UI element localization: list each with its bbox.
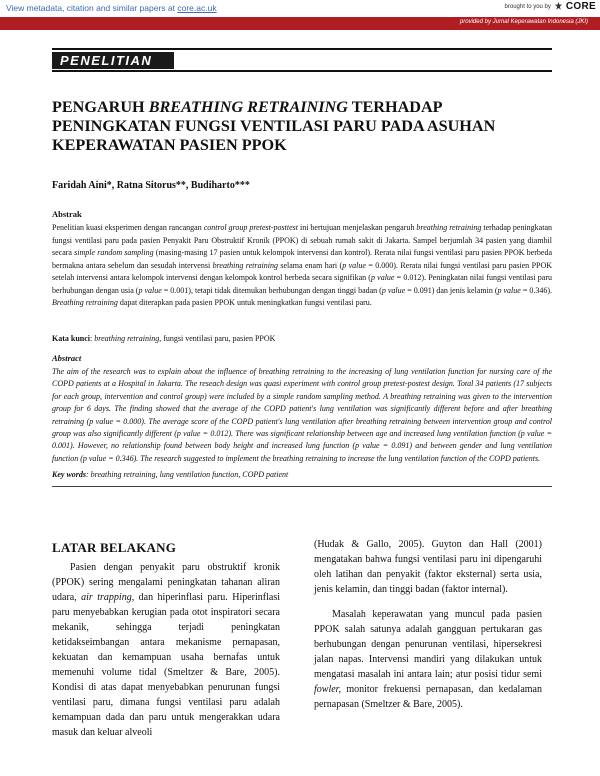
- body-seg: dan hiperinflasi paru. Hiperinflasi paru menyebabkan kerugian pada otot inspiratori secara mekanik, sehingga terjadi peningkatan ketidakseimbangan antara mekanisme pernapasan, kekuatan dan kemampuan usaha bernafas untuk memenuhi volume tidal (Smeltzer & Bare, 2005). Kondisi di atas dapat menyebabkan penurunan fungsi ventilasi paru, dimana fungsi ventilasi paru adalah kemampuan dada dan paru untuk mengerakkan udara masuk dan keluar alveoli: [52, 592, 280, 738]
- body-column-right: [314, 537, 542, 712]
- provider-bar: [0, 17, 600, 30]
- abstrak-seg-italic: p value: [342, 260, 366, 270]
- abstrak-seg-italic: Breathing retraining: [52, 298, 118, 307]
- abstrak-seg-italic: p value: [370, 273, 395, 282]
- body-seg-italic: air trapping,: [81, 592, 135, 603]
- abstrak-seg: = 0.346).: [520, 285, 553, 295]
- title-part-3: TERHADAP PENINGKATAN FUNGSI VENTILASI PARU PADA ASUHAN KEPERAWATAN PASIEN PPOK: [52, 98, 496, 154]
- section-label-bar: [52, 48, 552, 72]
- abstrak-seg-italic: p value: [497, 285, 521, 295]
- body-paragraph: [52, 560, 280, 740]
- abstrak-seg: selama enam hari (: [277, 260, 343, 270]
- abstrak-seg-italic: control group pretest-posttest: [203, 223, 298, 232]
- kata-kunci-rest: , fungsi ventilasi paru, pasien PPOK: [159, 334, 276, 343]
- kata-kunci-label: Kata kunci: [52, 334, 91, 343]
- divider: [52, 486, 552, 487]
- meta-link-text: View metadata, citation and similar papers at: [6, 3, 175, 13]
- body-column-left: [52, 540, 280, 740]
- abstrak-seg-italic: p value: [138, 285, 162, 295]
- keywords-en: [52, 470, 552, 479]
- body-paragraph: (Hudak & Gallo, 2005). Guyton dan Hall (2001) mengatakan bahwa fungsi ventilasi paru ini dipengaruhi oleh latihan dan penyakit (faktor eksternal) serta usia, jenis kelamin, dan tinggi badan (faktor internal).: [314, 539, 542, 595]
- abstrak-seg-italic: p value: [381, 285, 406, 295]
- body-paragraph: [314, 607, 542, 712]
- abstrak-seg: = 0.012). Peningkatan nilai fungsi ventilasi paru berhubungan dengan usia (: [52, 273, 552, 295]
- core-logo-icon: [553, 1, 564, 12]
- kata-kunci-italic: breathing retraining: [94, 334, 160, 343]
- section-label-block: [52, 52, 174, 69]
- article-title: [52, 98, 552, 155]
- abstrak-seg-italic: breathing retraining: [416, 223, 482, 232]
- brought-by-text: brought to you by: [504, 3, 551, 10]
- title-part-1: PENGARUH: [52, 98, 149, 116]
- body-seg: monitor frekuensi pernapasan, dan kedalaman pernapasan (Smeltzer & Bare, 2005).: [314, 684, 542, 710]
- abstract-en-heading: Abstract: [52, 353, 82, 363]
- provided-by-text: provided by Jurnal Keperawatan Indonesia (JKI): [459, 19, 588, 25]
- section-label-text: PENELITIAN: [60, 53, 153, 68]
- keywords-en-label: Key words: [52, 470, 86, 479]
- abstrak-seg: terhadap peningkatan fungsi ventilasi paru pada pasien Penyakit Paru Obstruktif Kronik (PPOK) di sebuah rumah sakit di Jakarta. Sampel berjumlah 34 pasien yang diambil secara: [52, 223, 553, 257]
- top-metadata-bar: [0, 0, 600, 17]
- abstrak-seg-italic: breathing retraining: [212, 260, 278, 270]
- section-heading: LATAR BELAKANG: [52, 540, 177, 555]
- kata-kunci-sep: :: [90, 334, 95, 343]
- abstrak-heading: Abstrak: [52, 209, 82, 219]
- body-seg-italic: fowler,: [314, 684, 341, 695]
- abstrak-seg-italic: simple random sampling: [74, 248, 154, 257]
- abstrak-seg: = 0.091) dan jenis kelamin (: [405, 285, 498, 295]
- abstrak-seg: = 0.001), tetapi tidak ditemukan berhubungan dengan tinggi badan (: [161, 285, 382, 295]
- core-badge[interactable]: [505, 1, 596, 12]
- keywords-en-text: : breathing retraining, lung ventilation function, COPD patient: [86, 470, 289, 479]
- title-italic-part: BREATHING RETRAINING: [148, 98, 348, 116]
- kata-kunci: [52, 334, 552, 343]
- abstrak-text: [52, 222, 552, 310]
- core-metadata-link[interactable]: [6, 3, 217, 13]
- abstrak-seg: ini bertujuan menjelaskan pengaruh: [297, 223, 417, 232]
- abstrak-seg: (masing-masing 17 pasien untuk kelompok intervensi dan kontrol). Rerata nilai fungsi ventilasi paru pasien PPOK berbeda bermakna antara sebelum dan sesudah intervensi: [52, 248, 552, 270]
- authors: Faridah Aini*, Ratna Sitorus**, Budiharto***: [52, 180, 250, 191]
- abstract-en-text: The aim of the research was to explain about the influence of breathing retraining to the increasing of lung ventilation function for nursing care of the COPD patients at a Hospital in Jakarta. The reseach design was quasi experiment with control group pretest-postest design. Total 34 patients (17 subjects for each group, intervention and control group) were included by a simple random sampling method. A breathing retraining was given to the intervention group for 6 days. The finding showed that the average of the COPD patient's lung ventilation was significantly different before and after breathing retraining (p value = 0.000). The average score of the COPD patient's lung ventilation after breathing retraining between intervention group and control group was also significantly different (p value = 0.012). There was significant relationship between age and increased lung ventilation function (p value = 0.001). However, no relationship found between body height and increased lung function (p value = 0.091) and between gender and lung ventilation function (p value = 0.346). The research suggested to implement the breathing retraining to increase the lung ventilation function of the COPD patients.: [52, 367, 552, 463]
- abstrak-seg: Penelitian kuasi eksperimen dengan rancangan: [52, 223, 204, 232]
- abstrak-seg: dapat diterapkan pada pasien PPOK untuk meningkatkan fungsi ventilasi paru.: [117, 298, 372, 307]
- abstrak-seg: = 0.000). Rerata nilai fungsi ventilasi paru pasien PPOK setelah intervensi antara kelompok intervensi dengan kelompok kontrol berbeda secara signifikan (: [52, 260, 553, 282]
- body-seg: Masalah keperawatan yang muncul pada pasien PPOK salah satunya adalah gangguan pertukaran gas berhubungan dengan penurunan ventilasi, hipersekresi jalan napas. Intervensi mandiri yang dilakukan untuk mengatasi masalah ini antara lain; atur posisi tidur semi: [314, 609, 542, 680]
- core-brand: CORE: [565, 1, 596, 12]
- body-seg: Pasien dengan penyakit paru obstruktif kronik (PPOK) sering mengalami peningkatan tahanan aliran udara,: [52, 562, 280, 603]
- meta-link-domain[interactable]: core.ac.uk: [177, 3, 217, 13]
